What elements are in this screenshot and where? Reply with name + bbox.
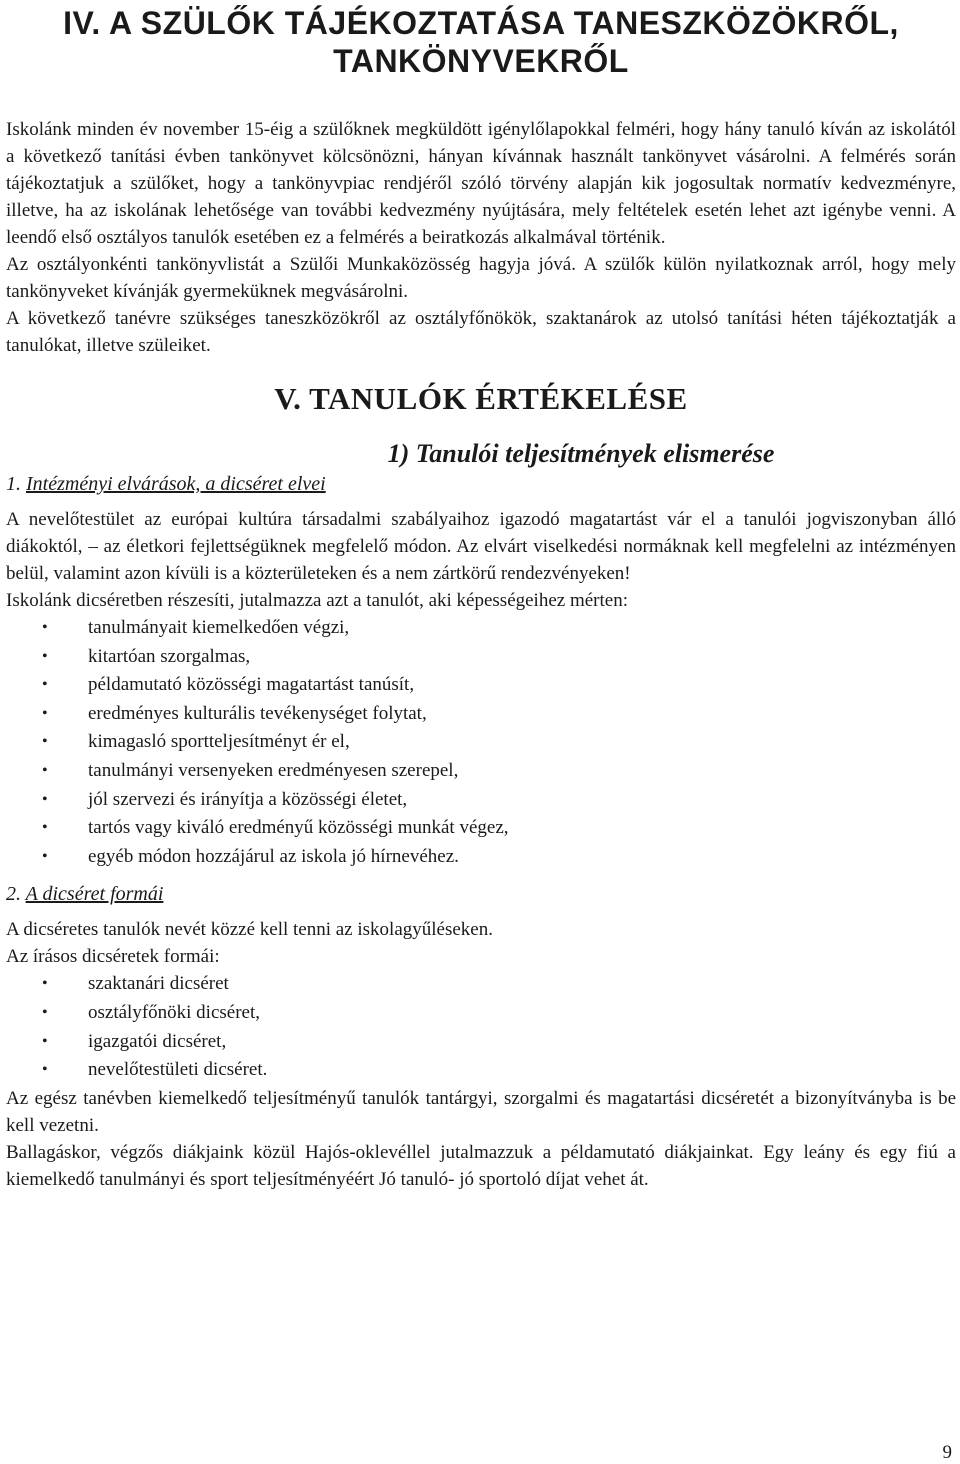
bullet-icon: • (42, 676, 48, 694)
praise-criteria-list (6, 614, 956, 871)
bullet-icon: • (42, 1032, 48, 1050)
section-5-paragraph-3: A dicséretes tanulók nevét közzé kell tenni az iskolagyűléseken. (6, 919, 493, 941)
subsection-1-number: 1. (6, 473, 21, 495)
list-item: • nevelőtestületi dicséret. (6, 1056, 956, 1085)
page-number: 9 (942, 1442, 952, 1463)
section-5-paragraph-4: Az írásos dicséretek formái: (6, 946, 220, 968)
list-item: • jól szervezi és irányítja a közösségi életet, (6, 786, 956, 815)
section-4-title-line1: IV. A SZÜLŐK TÁJÉKOZTATÁSA TANESZKÖZÖKRŐL, (63, 5, 899, 41)
bullet-icon: • (42, 647, 48, 665)
list-item: • igazgatói dicséret, (6, 1028, 956, 1057)
subsection-2-heading (6, 883, 956, 906)
bullet-icon: • (42, 975, 48, 993)
section-4-title (6, 4, 956, 80)
section-4-paragraph-2: Az osztályonkénti tankönyvlistát a Szülői Munkaközösség hagyja jóvá. A szülők külön nyilatkoznak arról, hogy mely tankönyveket kívánják gyermeküknek megvásárolni. (6, 254, 956, 302)
bullet-icon: • (42, 847, 48, 865)
subsection-2-title: A dicséret formái (25, 883, 164, 906)
section-5-subtitle: 1) Tanulói teljesítmények elismerése (387, 439, 775, 468)
list-item: • egyéb módon hozzájárul az iskola jó hírnevéhez. (6, 843, 956, 872)
list-item: • osztályfőnöki dicséret, (6, 999, 956, 1028)
section-4-title-line2: TANKÖNYVEKRŐL (333, 43, 629, 79)
bullet-icon: • (42, 733, 48, 751)
section-5-title: V. TANULÓK ÉRTÉKELÉSE (274, 381, 688, 416)
subsection-1-heading (6, 473, 956, 496)
section-4-paragraph-1: Iskolánk minden év november 15-éig a szülőknek megküldött igénylőlapokkal felméri, hogy hány tanuló kíván az iskolától a következő tanítási évben tankönyvet kölcsönözni, hányan kívánnak használt tankönyvet vásárolni. A felmérés során tájékoztatjuk a szülőket, hogy a tankönyvpiac rendjéről szóló törvény alapján kik jogosultak normatív kedvezményre, illetve, ha az iskolának lehetősége van további kedvezmény nyújtására, mely feltételek esetén lehet azt igénybe venni. A leendő első osztályos tanulók esetében ez a felmérés a beiratkozás alkalmával történik. (6, 119, 956, 248)
list-item: • kitartóan szorgalmas, (6, 643, 956, 672)
list-item: • kimagasló sportteljesítményt ér el, (6, 728, 956, 757)
bullet-icon: • (42, 704, 48, 722)
section-5-paragraph-5: Az egész tanévben kiemelkedő teljesítményű tanulók tantárgyi, szorgalmi és magatartási dicséretét a bizonyítványba is be kell vezetni. (6, 1087, 956, 1136)
praise-forms-list (6, 970, 956, 1084)
bullet-icon: • (42, 619, 48, 636)
list-item: • szaktanári dicséret (6, 970, 956, 999)
list-item: • tanulmányait kiemelkedően végzi, (6, 614, 956, 643)
section-5-paragraph-6: Ballagáskor, végzős diákjaink közül Hajós-oklevéllel jutalmazzuk a példamutató diákjainkat. Egy leány és egy fiú a kiemelkedő tanulmányi és sport teljesítményéért Jó tanuló- jó sportoló díjat vehet át. (6, 1141, 956, 1190)
section-5-paragraph-2: Iskolánk dicséretben részesíti, jutalmazza azt a tanulót, aki képességeihez mérten: (6, 590, 628, 611)
list-item: • eredményes kulturális tevékenységet folytat, (6, 700, 956, 729)
list-item: • tanulmányi versenyeken eredményesen szerepel, (6, 757, 956, 786)
bullet-icon: • (42, 761, 48, 779)
bullet-icon: • (42, 1061, 48, 1079)
document-page (6, 0, 956, 1193)
bullet-icon: • (42, 1003, 48, 1021)
list-item: • tartós vagy kiváló eredményű közösségi munkát végez, (6, 814, 956, 843)
subsection-1-title: Intézményi elvárások, a dicséret elvei (26, 473, 326, 495)
section-4-paragraph-3: A következő tanévre szükséges taneszközökről az osztályfőnökök, szaktanárok az utolsó tanítási héten tájékoztatják a tanulókat, illetve szüleiket. (6, 308, 956, 356)
subsection-2-number: 2. (6, 883, 21, 906)
bullet-icon: • (42, 790, 48, 808)
section-5-paragraph-1: A nevelőtestület az európai kultúra társadalmi szabályaihoz igazodó magatartást vár el a tanulói jogviszonyban álló diákoktól, – az életkori fejlettségüknek megfelelő módon. Az elvárt viselkedési normáknak kell megfelelni az intézményen belül, valamint azon kívüli is a közterületeken és a nem zártkörű rendezvényeken! (6, 509, 956, 584)
list-item: • példamutató közösségi magatartást tanúsít, (6, 671, 956, 700)
bullet-icon: • (42, 819, 48, 837)
